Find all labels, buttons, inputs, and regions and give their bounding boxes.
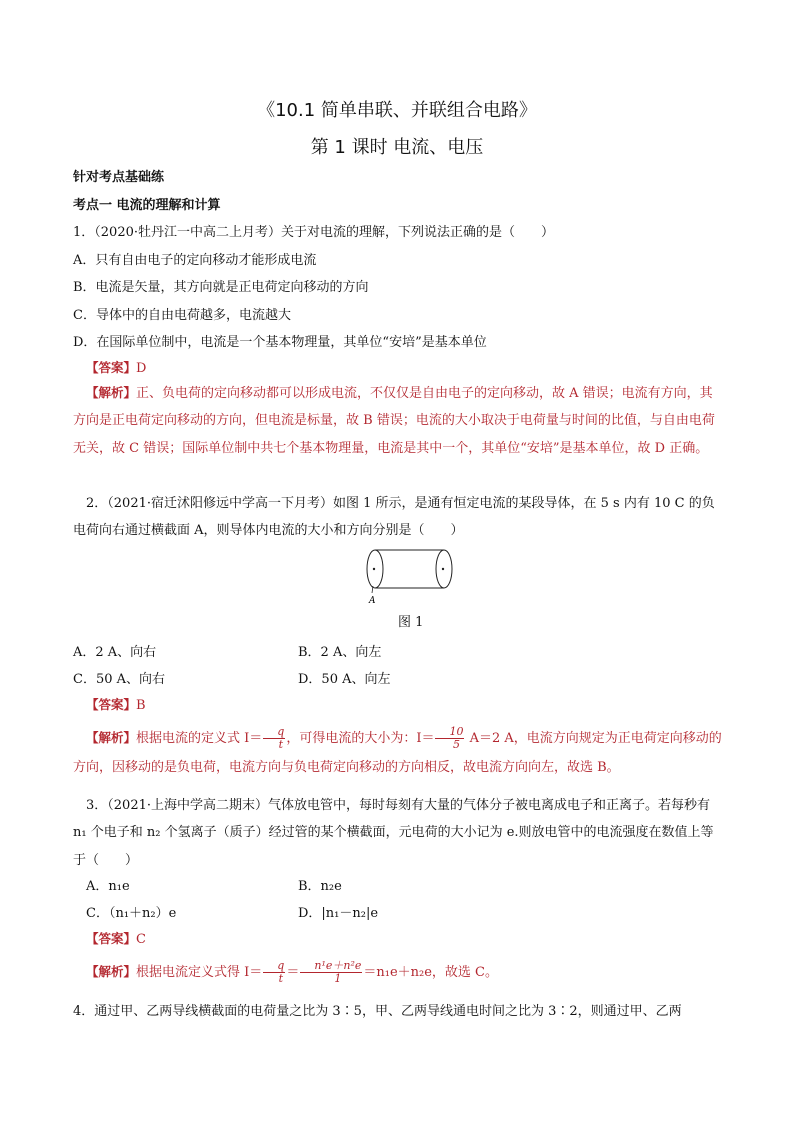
q3-explanation: 【解析】根据电流定义式得 I＝ $\frac{q}{t}$ ＝ $\frac{\text{n¹e＋n²e}}{1}$ ＝n₁e＋n₂e，故选 C。 xyxy=(86,959,499,985)
explanation-text: 根据电流定义式得 I＝ xyxy=(136,965,263,980)
page-title: 《10.1 简单串联、并联组合电路》 xyxy=(257,100,537,121)
q1-answer xyxy=(86,358,146,376)
answer-value: D xyxy=(136,361,147,376)
q1-option-a: A．只有自由电子的定向移动才能形成电流 xyxy=(73,253,317,268)
q2-option-c: C．50 A、向右 xyxy=(73,672,166,687)
fraction-q-over-t: $\frac{q}{t}$ xyxy=(263,726,285,751)
q3-stem: 3．（2021·上海中学高二期末）气体放电管中，每时每刻有大量的气体分子被电离成电子和正离子。若每秒有 n₁ 个电子和 n₂ 个氢离子（质子）经过管的某个横截面，元电荷的大小记为 e.则放电管中的电流强度在数值上等于（ ） xyxy=(73,798,714,868)
q1-stem: 1．（2020·牡丹江一中高二上月考）关于对电流的理解，下列说法正确的是（ ） xyxy=(73,225,554,240)
q1-option-b: B．电流是矢量，其方向就是正电荷定向移动的方向 xyxy=(73,280,369,295)
page-subtitle: 第 1 课时 电流、电压 xyxy=(310,137,484,158)
q4-stem: 4．通过甲、乙两导线横截面的电荷量之比为 3∶5，甲、乙两导线通电时间之比为 3∶2，则通过甲、乙两 xyxy=(73,1004,682,1019)
q2-option-b: B．2 A、向左 xyxy=(298,645,382,660)
q1-explanation xyxy=(73,379,725,462)
cylinder-conductor-figure xyxy=(360,543,460,607)
q2-option-d: D．50 A、向左 xyxy=(298,672,391,687)
explanation-text: 正、负电荷的定向移动都可以形成电流，不仅仅是自由电子的定向移动，故 A 错误；电流有方向，其方向是正电荷定向移动的方向，但电流是标量，故 B 错误；电流的大小取决于电荷量与时间的比值，与自由电荷无关，故 C 错误；国际单位制中共七个基本物理量，电流是其中一个，其单位“安培”是基本单位，故 D 正确。 xyxy=(73,386,715,456)
section-label-a: A xyxy=(369,596,376,606)
explanation-text: 根据电流的定义式 I＝ xyxy=(136,731,263,746)
topic-heading: 考点一 电流的理解和计算 xyxy=(73,198,221,213)
answer-value: B xyxy=(136,698,146,713)
explanation-tag: 【解析】 xyxy=(86,385,137,400)
explanation-tag: 【解析】 xyxy=(86,964,137,979)
answer-tag: 【答案】 xyxy=(86,360,137,375)
figure-caption: 图 1 xyxy=(398,615,424,630)
fraction-q-over-t: $\frac{q}{t}$ xyxy=(263,960,285,985)
answer-tag: 【答案】 xyxy=(86,931,137,946)
q1-option-c: C．导体中的自由电荷越多，电流越大 xyxy=(73,308,291,323)
q3-option-a: A．n₁e xyxy=(86,879,130,894)
fraction-10-over-5: $\frac{10}{5}$ xyxy=(435,726,464,751)
q2-stem: 2．（2021·宿迁沭阳修远中学高一下月考）如图 1 所示，是通有恒定电流的某段导体，在 5 s 内有 10 C 的负电荷向右通过横截面 A，则导体内电流的大小和方向分别是（ ） xyxy=(73,496,715,539)
q3-option-d: D．|n₁－n₂|e xyxy=(298,906,379,921)
q3-option-b: B．n₂e xyxy=(298,879,342,894)
q2-option-a: A．2 A、向右 xyxy=(73,645,157,660)
fraction-sum-over-1: $\frac{\text{n¹e＋n²e}}{1}$ xyxy=(300,960,362,985)
explanation-tag: 【解析】 xyxy=(86,730,137,745)
q3-answer xyxy=(86,929,146,947)
q1-option-d: D．在国际单位制中，电流是一个基本物理量，其单位“安培”是基本单位 xyxy=(73,335,487,350)
q2-answer xyxy=(86,695,146,713)
q3-option-c: C．（n₁＋n₂）e xyxy=(86,906,177,921)
q2-explanation: 【解析】根据电流的定义式 I＝ $\frac{q}{t}$ ，可得电流的大小为：I＝ $\frac{10}{5}$ A＝2 A，电流方向规定为正电荷定向移动的方向，因移动的是负电荷，电流方向与负电荷定向移动的方向相反，故电流方向向左，故选 B。 xyxy=(73,725,722,775)
answer-tag: 【答案】 xyxy=(86,697,137,712)
section-heading: 针对考点基础练 xyxy=(73,170,165,185)
answer-value: C xyxy=(136,932,146,947)
